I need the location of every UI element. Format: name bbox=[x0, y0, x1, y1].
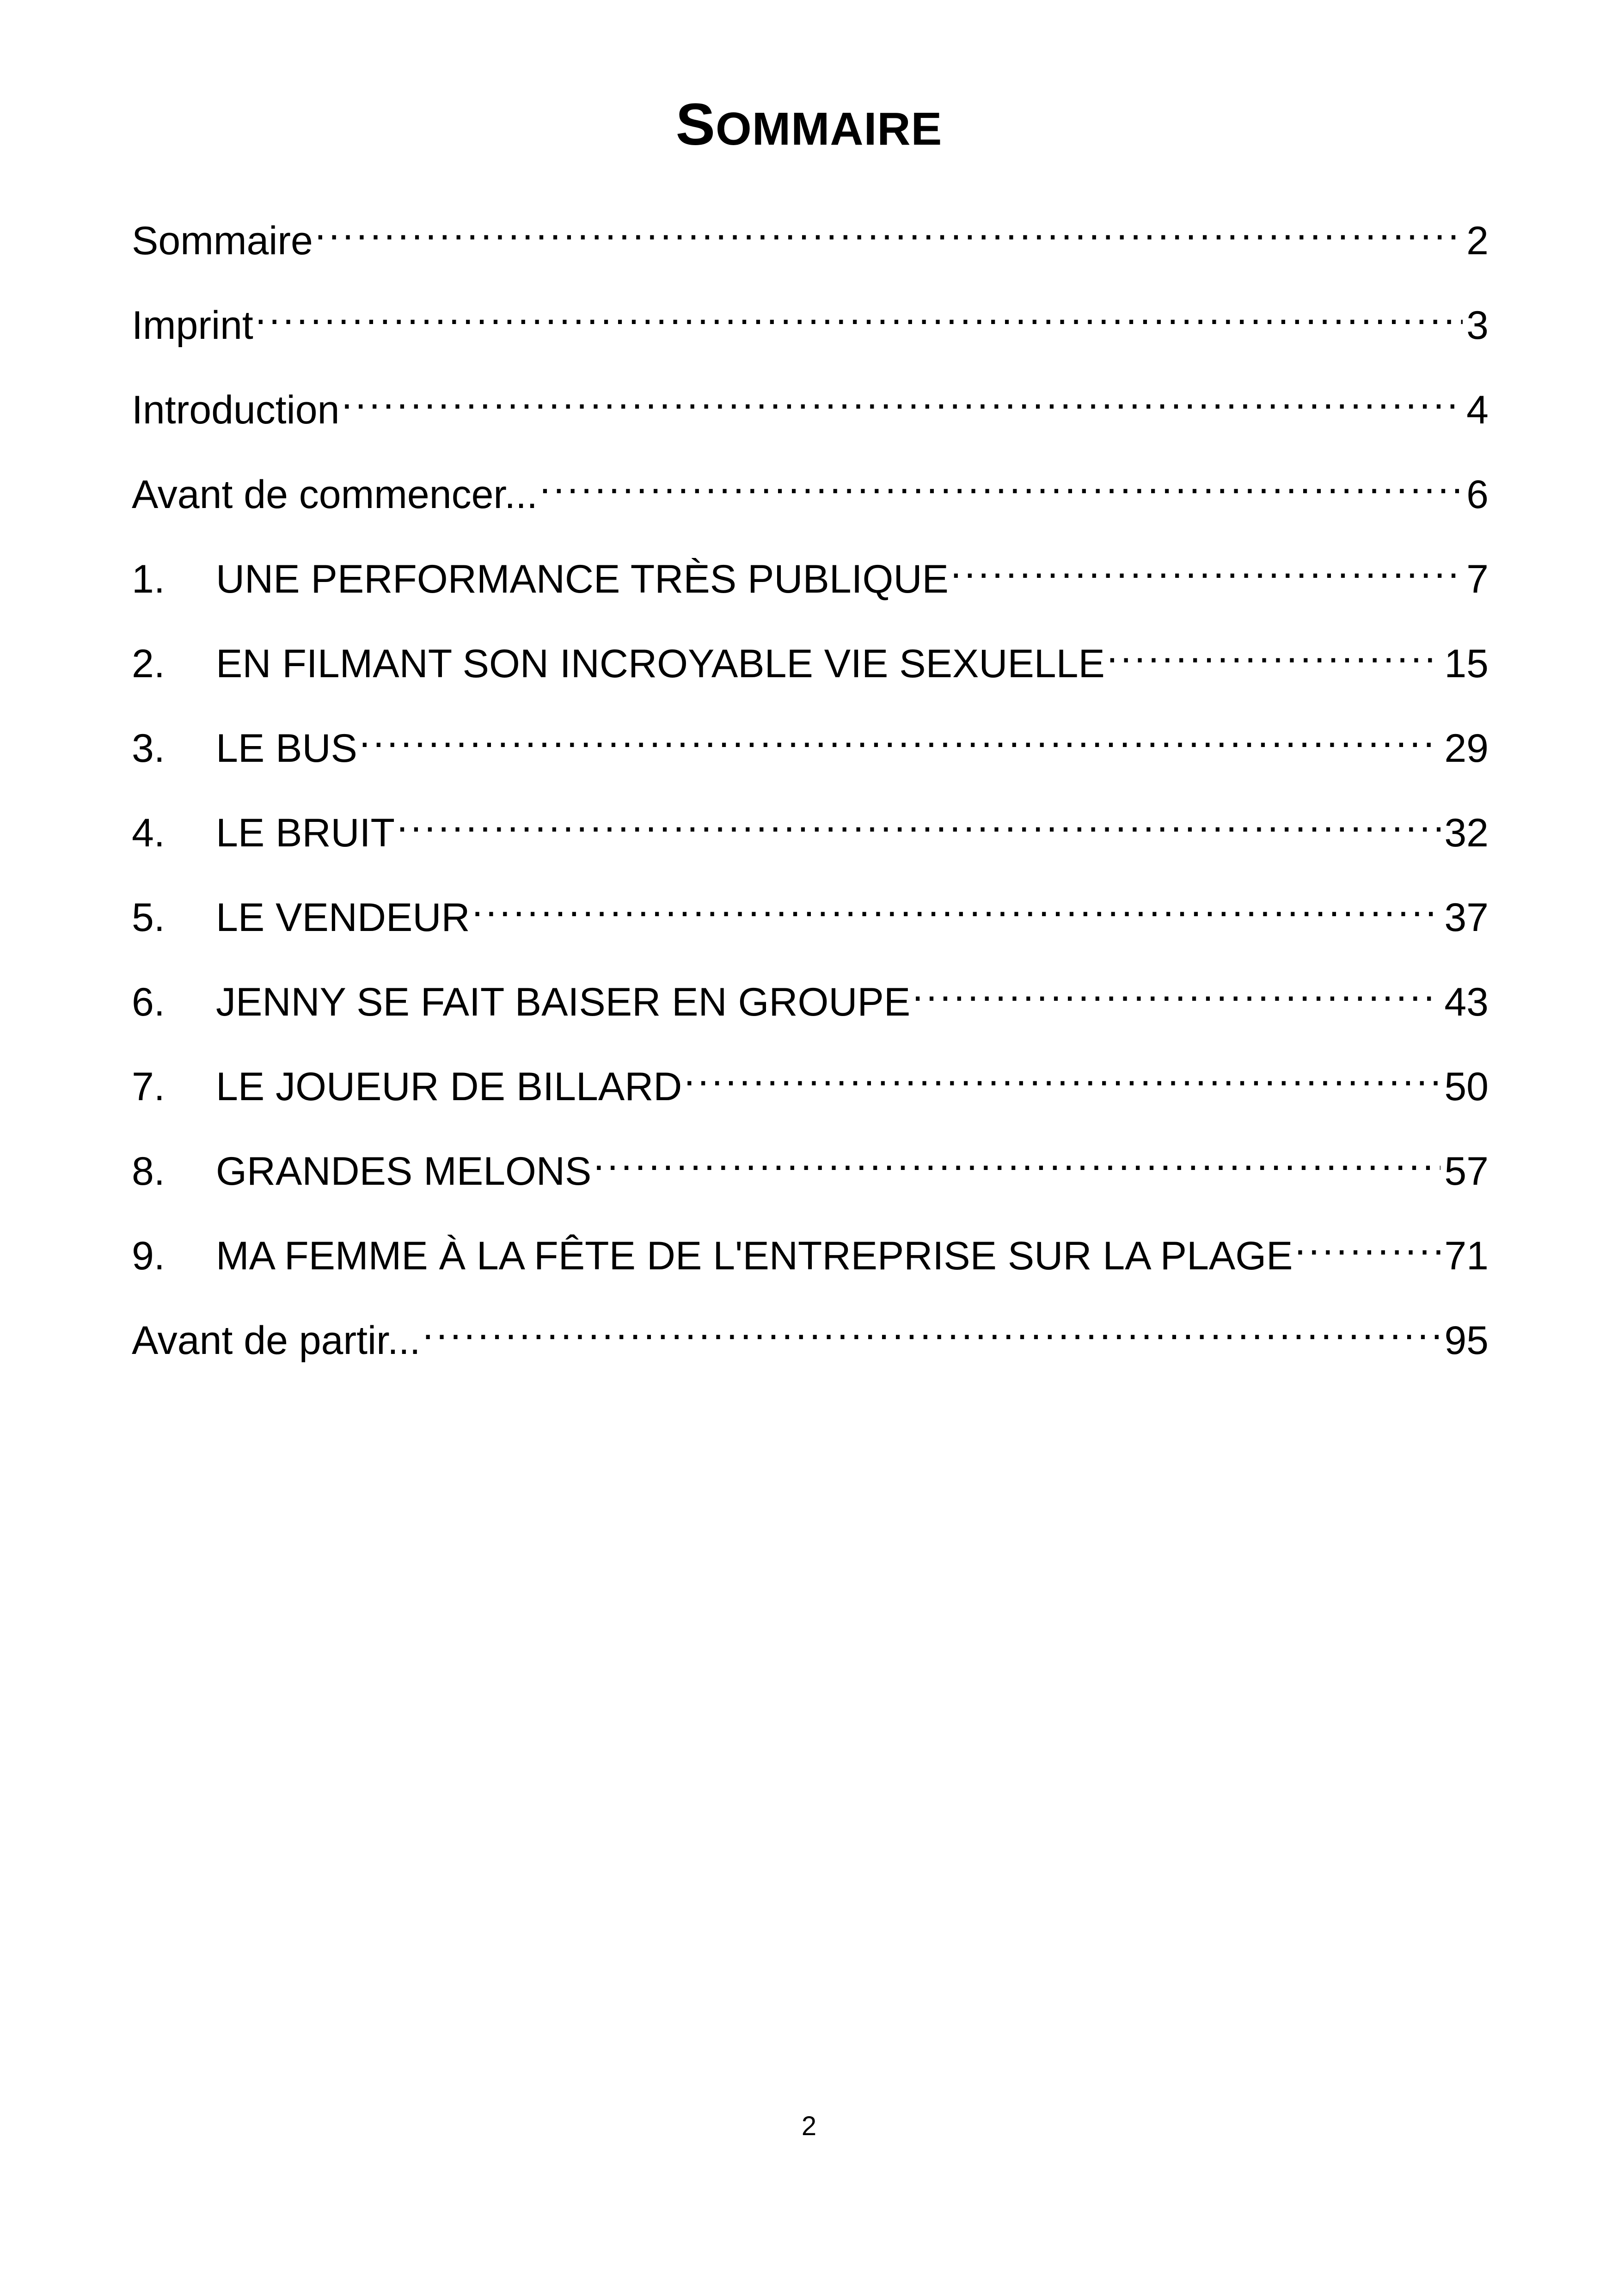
toc-entry-page: 3 bbox=[1466, 303, 1489, 348]
toc-dot-leader bbox=[472, 876, 1441, 931]
toc-entry-chapter-5[interactable] bbox=[132, 876, 1489, 960]
toc-entry-label: MA FEMME À LA FÊTE DE L'ENTREPRISE SUR LA PLAGE bbox=[216, 1234, 1293, 1278]
toc-entry-label: LE JOUEUR DE BILLARD bbox=[216, 1065, 682, 1109]
toc-entry-page: 57 bbox=[1444, 1149, 1489, 1194]
toc-entry-page: 43 bbox=[1444, 980, 1489, 1024]
toc-dot-leader bbox=[315, 199, 1463, 254]
toc-entry-introduction[interactable] bbox=[132, 368, 1489, 453]
toc-entry-number: 4. bbox=[132, 811, 165, 855]
page-title bbox=[0, 88, 1618, 166]
toc-dot-leader bbox=[950, 537, 1463, 593]
toc-entry-number: 1. bbox=[132, 557, 165, 601]
toc-entry-page: 15 bbox=[1444, 642, 1489, 686]
toc-dot-leader bbox=[423, 1298, 1441, 1354]
toc-dot-leader bbox=[359, 706, 1440, 762]
toc-entry-label: LE VENDEUR bbox=[216, 895, 470, 940]
toc-entry-label: Imprint bbox=[132, 303, 253, 348]
toc-entry-number: 9. bbox=[132, 1234, 165, 1278]
toc-entry-label: GRANDES MELONS bbox=[216, 1149, 592, 1194]
toc-entry-label: Avant de commencer... bbox=[132, 472, 538, 517]
toc-dot-leader bbox=[539, 453, 1463, 508]
toc-entry-sommaire[interactable] bbox=[132, 199, 1489, 283]
toc-entry-number: 6. bbox=[132, 980, 165, 1024]
toc-entry-page: 29 bbox=[1444, 726, 1489, 771]
toc-entry-label: LE BUS bbox=[216, 726, 357, 771]
toc-dot-leader bbox=[912, 960, 1440, 1016]
toc-dot-leader bbox=[1295, 1214, 1441, 1269]
toc-entry-number: 7. bbox=[132, 1065, 165, 1109]
toc-entry-page: 95 bbox=[1444, 1318, 1489, 1363]
toc-entry-number: 5. bbox=[132, 895, 165, 940]
toc-entry-number: 8. bbox=[132, 1149, 165, 1194]
toc-entry-number: 3. bbox=[132, 726, 165, 771]
toc-entry-label: JENNY SE FAIT BAISER EN GROUPE bbox=[216, 980, 911, 1024]
toc-entry-page: 2 bbox=[1466, 219, 1489, 263]
toc-entry-chapter-8[interactable] bbox=[132, 1129, 1489, 1214]
toc-entry-page: 32 bbox=[1444, 811, 1489, 855]
toc-entry-avant-de-commencer[interactable] bbox=[132, 453, 1489, 537]
page-title-initial: S bbox=[675, 92, 716, 158]
toc-entry-chapter-7[interactable] bbox=[132, 1045, 1489, 1129]
toc-entry-label: Sommaire bbox=[132, 219, 313, 263]
toc-entry-page: 6 bbox=[1466, 472, 1489, 517]
toc-entry-page: 4 bbox=[1466, 388, 1489, 432]
toc-entry-label: EN FILMANT SON INCROYABLE VIE SEXUELLE bbox=[216, 642, 1105, 686]
toc-dot-leader bbox=[255, 283, 1463, 339]
toc-dot-leader bbox=[341, 368, 1463, 423]
toc-dot-leader bbox=[593, 1129, 1440, 1185]
toc-entry-page: 7 bbox=[1466, 557, 1489, 601]
toc-entry-label: Avant de partir... bbox=[132, 1318, 421, 1363]
toc-dot-leader bbox=[684, 1045, 1440, 1100]
toc-entry-chapter-9[interactable] bbox=[132, 1214, 1489, 1298]
toc-entry-label: UNE PERFORMANCE TRÈS PUBLIQUE bbox=[216, 557, 949, 601]
toc-entry-chapter-6[interactable] bbox=[132, 960, 1489, 1045]
toc-entry-page: 37 bbox=[1444, 895, 1489, 940]
toc-entry-chapter-3[interactable] bbox=[132, 706, 1489, 791]
table-of-contents bbox=[132, 199, 1489, 1383]
toc-entry-avant-de-partir[interactable] bbox=[132, 1298, 1489, 1383]
toc-entry-label: LE BRUIT bbox=[216, 811, 395, 855]
toc-entry-chapter-1[interactable] bbox=[132, 537, 1489, 622]
toc-entry-chapter-2[interactable] bbox=[132, 622, 1489, 706]
toc-entry-label: Introduction bbox=[132, 388, 340, 432]
toc-dot-leader bbox=[397, 791, 1440, 846]
toc-entry-page: 71 bbox=[1444, 1234, 1489, 1278]
toc-entry-page: 50 bbox=[1444, 1065, 1489, 1109]
page-title-rest: OMMAIRE bbox=[716, 103, 943, 155]
page-number: 2 bbox=[801, 2111, 817, 2141]
toc-entry-number: 2. bbox=[132, 642, 165, 686]
toc-entry-imprint[interactable] bbox=[132, 283, 1489, 368]
toc-entry-chapter-4[interactable] bbox=[132, 791, 1489, 876]
toc-dot-leader bbox=[1107, 622, 1441, 677]
